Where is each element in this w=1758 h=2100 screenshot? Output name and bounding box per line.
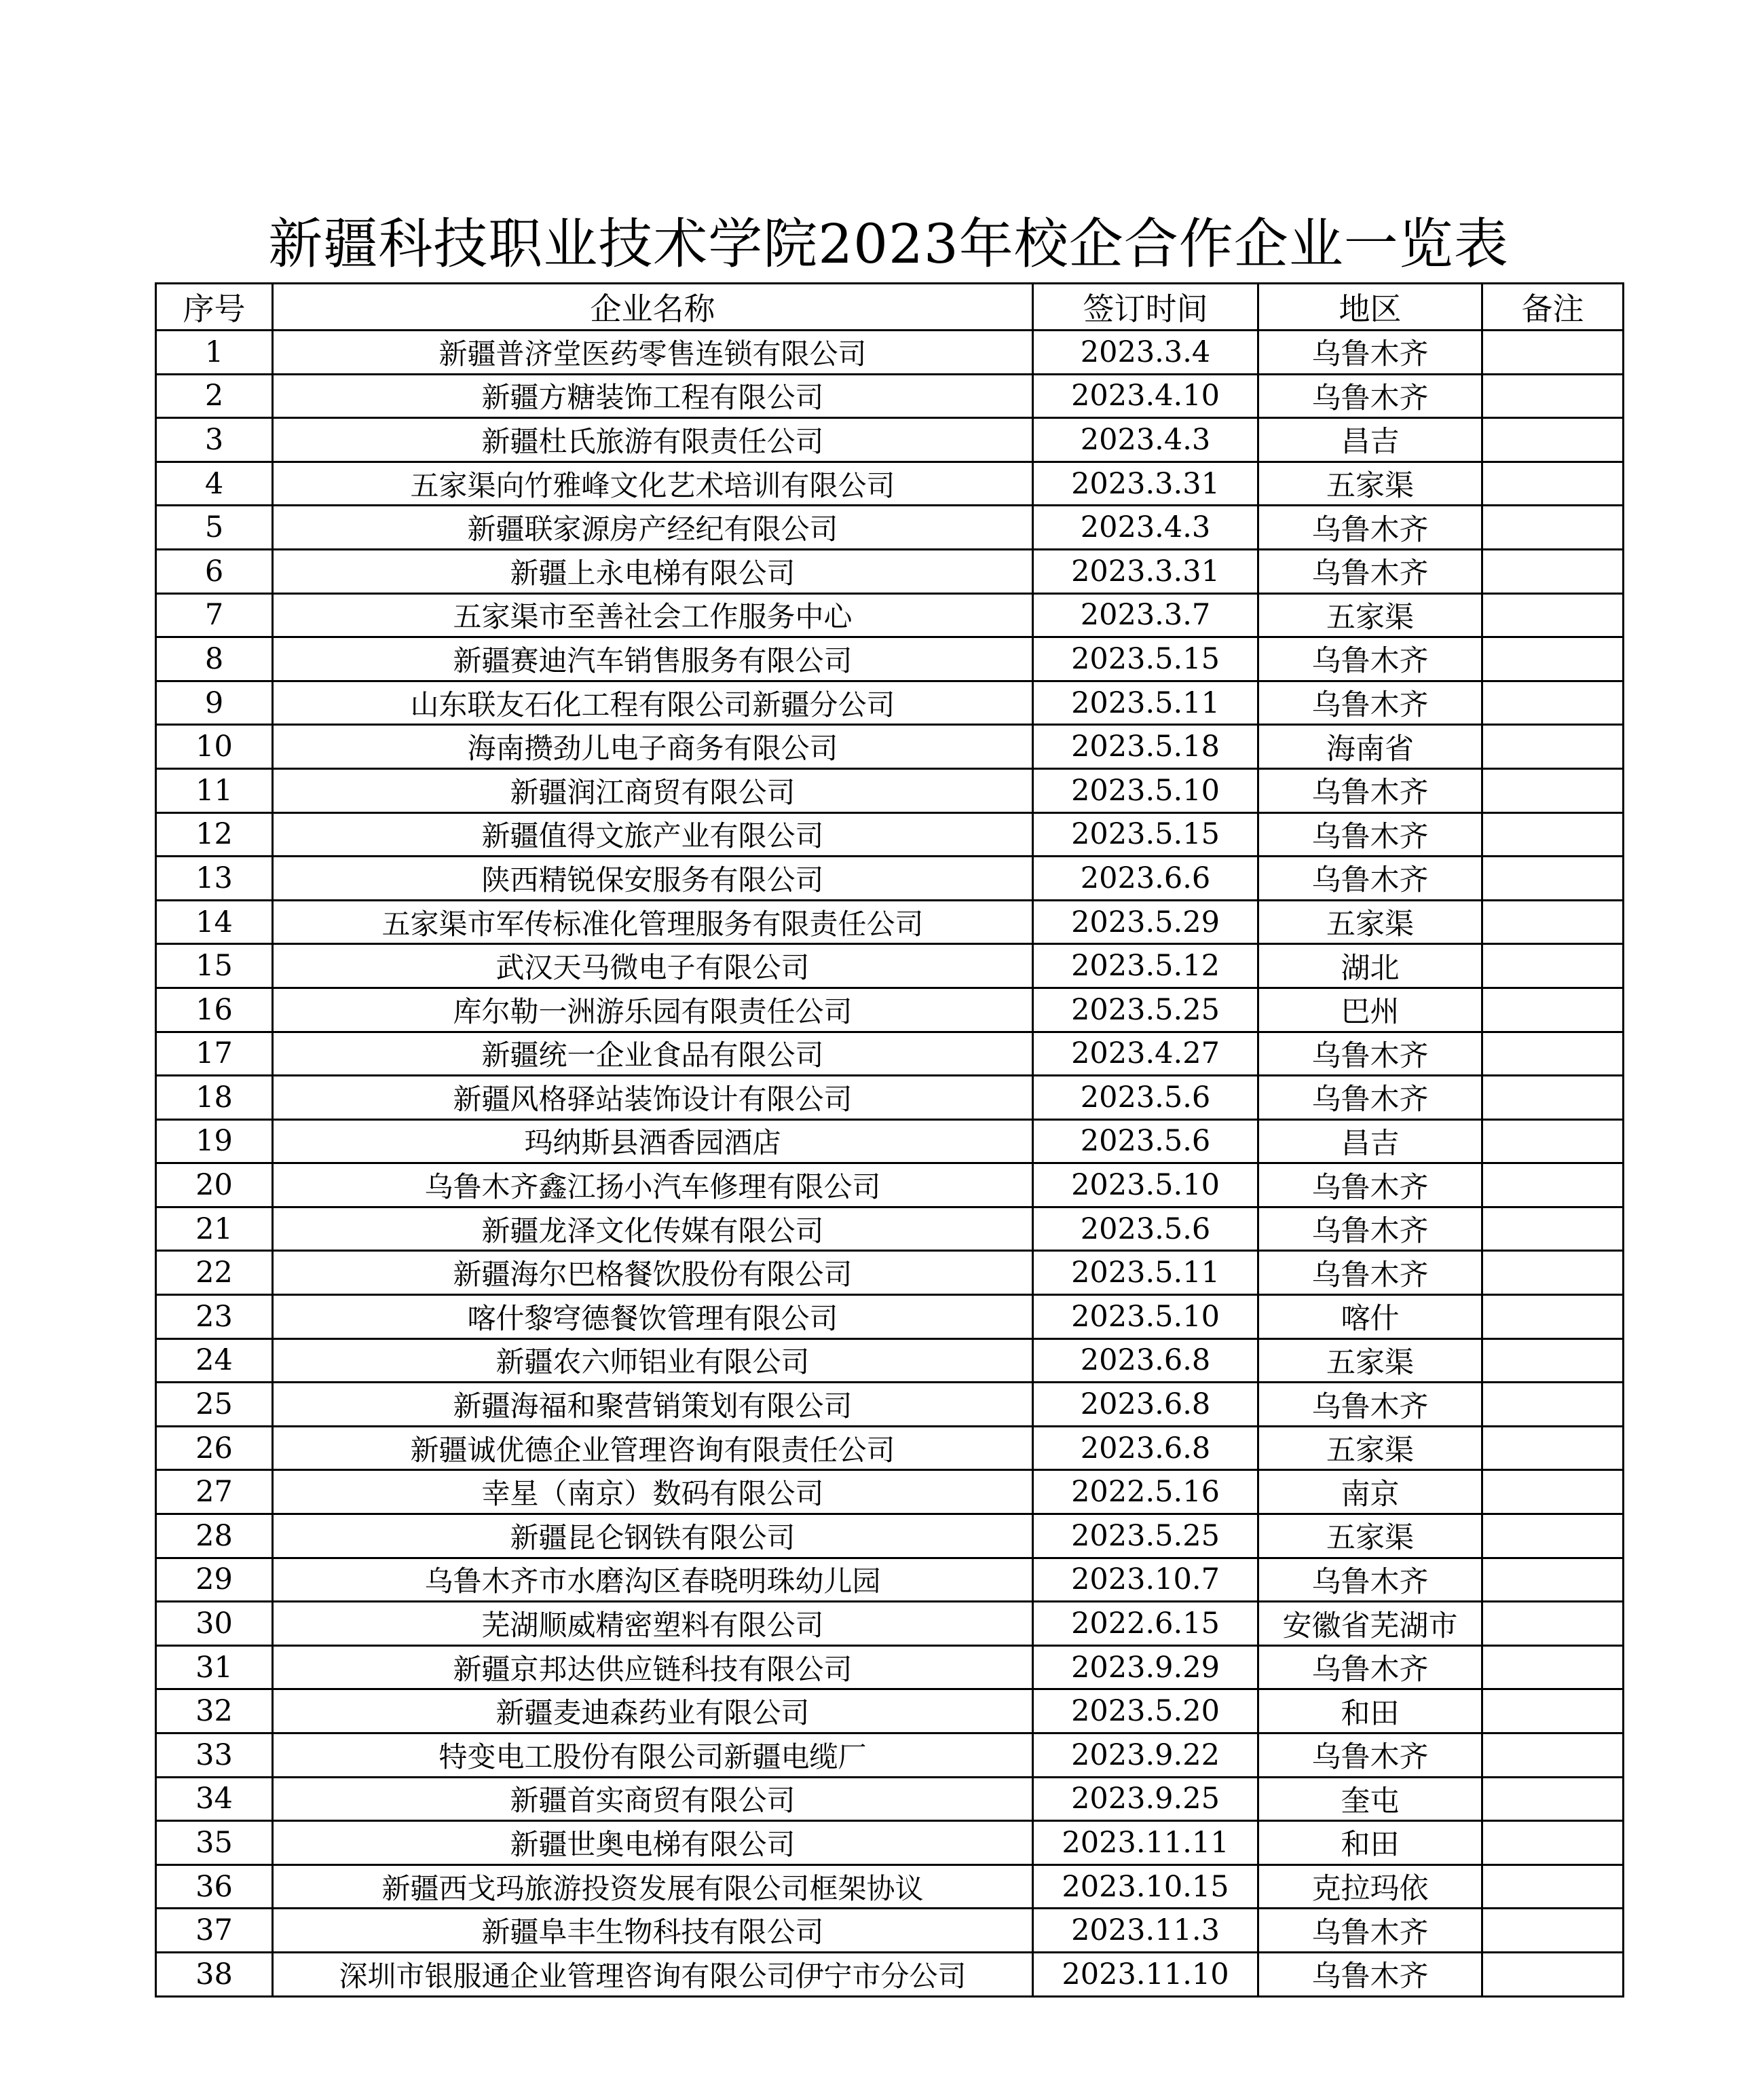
cell-note	[1482, 593, 1624, 637]
table-row	[156, 374, 1624, 418]
cell-date: 2022.6.15	[1033, 1602, 1258, 1646]
cell-seq: 6	[156, 549, 273, 593]
table-row	[156, 988, 1624, 1032]
cell-date: 2023.3.4	[1033, 331, 1258, 375]
cell-note	[1482, 768, 1624, 812]
cell-region: 昌吉	[1258, 418, 1482, 462]
cell-seq: 23	[156, 1295, 273, 1339]
cell-region: 乌鲁木齐	[1258, 1558, 1482, 1602]
cell-region: 安徽省芜湖市	[1258, 1602, 1482, 1646]
table-row	[156, 1558, 1624, 1602]
cell-seq: 17	[156, 1032, 273, 1076]
cell-company: 库尔勒一洲游乐园有限责任公司	[273, 988, 1033, 1032]
cell-seq: 26	[156, 1426, 273, 1470]
table-row	[156, 1645, 1624, 1689]
cell-note	[1482, 1163, 1624, 1207]
cell-region: 和田	[1258, 1689, 1482, 1733]
cell-company: 新疆赛迪汽车销售服务有限公司	[273, 637, 1033, 681]
cell-note	[1482, 1821, 1624, 1865]
cell-company: 新疆昆仑钢铁有限公司	[273, 1514, 1033, 1558]
table-body	[156, 331, 1624, 1997]
cell-date: 2023.5.11	[1033, 1251, 1258, 1295]
cell-note	[1482, 857, 1624, 901]
cell-note	[1482, 331, 1624, 375]
cell-region: 昌吉	[1258, 1119, 1482, 1163]
cell-company: 新疆上永电梯有限公司	[273, 549, 1033, 593]
table-row	[156, 1032, 1624, 1076]
table-row	[156, 1383, 1624, 1427]
cell-date: 2023.5.11	[1033, 681, 1258, 725]
cell-seq: 4	[156, 462, 273, 506]
cell-region: 五家渠	[1258, 593, 1482, 637]
cell-seq: 14	[156, 900, 273, 944]
cell-seq: 12	[156, 812, 273, 857]
cell-seq: 21	[156, 1207, 273, 1251]
cell-seq: 24	[156, 1338, 273, 1383]
cell-date: 2023.5.6	[1033, 1076, 1258, 1120]
cell-note	[1482, 1909, 1624, 1953]
cell-seq: 20	[156, 1163, 273, 1207]
cell-region: 乌鲁木齐	[1258, 1076, 1482, 1120]
cell-date: 2023.5.18	[1033, 725, 1258, 769]
cell-company: 新疆阜丰生物科技有限公司	[273, 1909, 1033, 1953]
table-row	[156, 725, 1624, 769]
cell-note	[1482, 1602, 1624, 1646]
table-row	[156, 637, 1624, 681]
table-row	[156, 1207, 1624, 1251]
cell-company: 五家渠市至善社会工作服务中心	[273, 593, 1033, 637]
cell-region: 乌鲁木齐	[1258, 1645, 1482, 1689]
cell-company: 新疆统一企业食品有限公司	[273, 1032, 1033, 1076]
cell-company: 新疆风格驿站装饰设计有限公司	[273, 1076, 1033, 1120]
cell-note	[1482, 1076, 1624, 1120]
cell-company: 新疆海福和聚营销策划有限公司	[273, 1383, 1033, 1427]
cell-region: 奎屯	[1258, 1777, 1482, 1821]
cell-region: 乌鲁木齐	[1258, 1733, 1482, 1778]
cell-company: 武汉天马微电子有限公司	[273, 944, 1033, 988]
cell-date: 2023.5.12	[1033, 944, 1258, 988]
cell-date: 2023.3.31	[1033, 462, 1258, 506]
cell-date: 2023.4.10	[1033, 374, 1258, 418]
table-row	[156, 1251, 1624, 1295]
cell-region: 五家渠	[1258, 1426, 1482, 1470]
cell-region: 乌鲁木齐	[1258, 1251, 1482, 1295]
table-row	[156, 1076, 1624, 1120]
cell-note	[1482, 725, 1624, 769]
cell-date: 2023.5.15	[1033, 812, 1258, 857]
cell-company: 幸星（南京）数码有限公司	[273, 1470, 1033, 1514]
cell-date: 2023.5.6	[1033, 1119, 1258, 1163]
cell-note	[1482, 549, 1624, 593]
cell-region: 乌鲁木齐	[1258, 857, 1482, 901]
cell-note	[1482, 1514, 1624, 1558]
cell-note	[1482, 1295, 1624, 1339]
cell-seq: 15	[156, 944, 273, 988]
table-row	[156, 1470, 1624, 1514]
cell-seq: 1	[156, 331, 273, 375]
table-row	[156, 1821, 1624, 1865]
cell-date: 2023.10.15	[1033, 1864, 1258, 1909]
cell-company: 新疆诚优德企业管理咨询有限责任公司	[273, 1426, 1033, 1470]
cell-seq: 7	[156, 593, 273, 637]
cell-date: 2023.3.31	[1033, 549, 1258, 593]
cell-company: 新疆杜氏旅游有限责任公司	[273, 418, 1033, 462]
enterprise-table	[155, 282, 1624, 1998]
cell-note	[1482, 637, 1624, 681]
cell-company: 新疆润江商贸有限公司	[273, 768, 1033, 812]
table-row	[156, 1864, 1624, 1909]
cell-region: 和田	[1258, 1821, 1482, 1865]
cell-region: 乌鲁木齐	[1258, 1383, 1482, 1427]
cell-date: 2023.6.8	[1033, 1338, 1258, 1383]
table-row	[156, 944, 1624, 988]
cell-note	[1482, 462, 1624, 506]
cell-region: 五家渠	[1258, 462, 1482, 506]
cell-date: 2023.5.25	[1033, 988, 1258, 1032]
table-row	[156, 1777, 1624, 1821]
cell-seq: 10	[156, 725, 273, 769]
cell-date: 2023.11.11	[1033, 1821, 1258, 1865]
cell-region: 乌鲁木齐	[1258, 506, 1482, 550]
cell-note	[1482, 1864, 1624, 1909]
cell-company: 新疆世奥电梯有限公司	[273, 1821, 1033, 1865]
cell-seq: 36	[156, 1864, 273, 1909]
cell-date: 2023.9.25	[1033, 1777, 1258, 1821]
table-row	[156, 506, 1624, 550]
cell-seq: 29	[156, 1558, 273, 1602]
cell-date: 2023.4.3	[1033, 506, 1258, 550]
cell-seq: 3	[156, 418, 273, 462]
table-row	[156, 768, 1624, 812]
cell-note	[1482, 1777, 1624, 1821]
table-row	[156, 812, 1624, 857]
cell-seq: 35	[156, 1821, 273, 1865]
cell-date: 2022.5.16	[1033, 1470, 1258, 1514]
cell-note	[1482, 988, 1624, 1032]
cell-company: 特变电工股份有限公司新疆电缆厂	[273, 1733, 1033, 1778]
cell-note	[1482, 1952, 1624, 1996]
cell-seq: 22	[156, 1251, 273, 1295]
table-row	[156, 1426, 1624, 1470]
cell-company: 新疆方糖装饰工程有限公司	[273, 374, 1033, 418]
cell-seq: 8	[156, 637, 273, 681]
cell-date: 2023.5.10	[1033, 1295, 1258, 1339]
cell-note	[1482, 1338, 1624, 1383]
cell-date: 2023.6.8	[1033, 1383, 1258, 1427]
cell-region: 克拉玛依	[1258, 1864, 1482, 1909]
cell-date: 2023.5.25	[1033, 1514, 1258, 1558]
cell-region: 乌鲁木齐	[1258, 768, 1482, 812]
cell-seq: 37	[156, 1909, 273, 1953]
cell-region: 湖北	[1258, 944, 1482, 988]
cell-date: 2023.3.7	[1033, 593, 1258, 637]
cell-date: 2023.5.20	[1033, 1689, 1258, 1733]
cell-note	[1482, 1645, 1624, 1689]
cell-seq: 33	[156, 1733, 273, 1778]
cell-note	[1482, 374, 1624, 418]
cell-seq: 25	[156, 1383, 273, 1427]
cell-note	[1482, 812, 1624, 857]
cell-seq: 5	[156, 506, 273, 550]
header-date: 签订时间	[1033, 284, 1258, 331]
cell-seq: 2	[156, 374, 273, 418]
cell-note	[1482, 1733, 1624, 1778]
cell-date: 2023.5.6	[1033, 1207, 1258, 1251]
cell-company: 新疆普济堂医药零售连锁有限公司	[273, 331, 1033, 375]
cell-note	[1482, 900, 1624, 944]
cell-company: 乌鲁木齐鑫江扬小汽车修理有限公司	[273, 1163, 1033, 1207]
cell-note	[1482, 1032, 1624, 1076]
cell-region: 乌鲁木齐	[1258, 681, 1482, 725]
cell-date: 2023.5.29	[1033, 900, 1258, 944]
cell-seq: 30	[156, 1602, 273, 1646]
table-row	[156, 593, 1624, 637]
cell-seq: 38	[156, 1952, 273, 1996]
cell-note	[1482, 1383, 1624, 1427]
table-row	[156, 1909, 1624, 1953]
table-row	[156, 1338, 1624, 1383]
cell-date: 2023.11.10	[1033, 1952, 1258, 1996]
cell-region: 巴州	[1258, 988, 1482, 1032]
cell-company: 新疆京邦达供应链科技有限公司	[273, 1645, 1033, 1689]
cell-region: 乌鲁木齐	[1258, 1163, 1482, 1207]
table-row	[156, 418, 1624, 462]
cell-date: 2023.4.27	[1033, 1032, 1258, 1076]
cell-company: 新疆龙泽文化传媒有限公司	[273, 1207, 1033, 1251]
cell-company: 五家渠向竹雅峰文化艺术培训有限公司	[273, 462, 1033, 506]
cell-company: 芜湖顺威精密塑料有限公司	[273, 1602, 1033, 1646]
header-company: 企业名称	[273, 284, 1033, 331]
cell-company: 海南攒劲儿电子商务有限公司	[273, 725, 1033, 769]
header-seq: 序号	[156, 284, 273, 331]
cell-company: 深圳市银服通企业管理咨询有限公司伊宁市分公司	[273, 1952, 1033, 1996]
cell-date: 2023.5.10	[1033, 768, 1258, 812]
cell-note	[1482, 1558, 1624, 1602]
cell-company: 乌鲁木齐市水磨沟区春晓明珠幼儿园	[273, 1558, 1033, 1602]
cell-date: 2023.10.7	[1033, 1558, 1258, 1602]
cell-date: 2023.9.29	[1033, 1645, 1258, 1689]
cell-region: 乌鲁木齐	[1258, 1952, 1482, 1996]
table-row	[156, 1689, 1624, 1733]
cell-date: 2023.9.22	[1033, 1733, 1258, 1778]
cell-company: 山东联友石化工程有限公司新疆分公司	[273, 681, 1033, 725]
table-row	[156, 1514, 1624, 1558]
cell-company: 新疆麦迪森药业有限公司	[273, 1689, 1033, 1733]
cell-seq: 34	[156, 1777, 273, 1821]
cell-seq: 9	[156, 681, 273, 725]
cell-company: 新疆联家源房产经纪有限公司	[273, 506, 1033, 550]
cell-region: 喀什	[1258, 1295, 1482, 1339]
table-row	[156, 331, 1624, 375]
table-row	[156, 549, 1624, 593]
cell-company: 五家渠市军传标准化管理服务有限责任公司	[273, 900, 1033, 944]
cell-seq: 28	[156, 1514, 273, 1558]
table-row	[156, 1163, 1624, 1207]
cell-company: 陕西精锐保安服务有限公司	[273, 857, 1033, 901]
cell-company: 玛纳斯县酒香园酒店	[273, 1119, 1033, 1163]
cell-region: 乌鲁木齐	[1258, 1032, 1482, 1076]
header-note: 备注	[1482, 284, 1624, 331]
cell-date: 2023.6.8	[1033, 1426, 1258, 1470]
cell-company: 新疆西戈玛旅游投资发展有限公司框架协议	[273, 1864, 1033, 1909]
cell-region: 海南省	[1258, 725, 1482, 769]
cell-region: 乌鲁木齐	[1258, 331, 1482, 375]
cell-date: 2023.6.6	[1033, 857, 1258, 901]
cell-region: 乌鲁木齐	[1258, 549, 1482, 593]
table-row	[156, 681, 1624, 725]
cell-seq: 16	[156, 988, 273, 1032]
cell-region: 乌鲁木齐	[1258, 637, 1482, 681]
cell-region: 乌鲁木齐	[1258, 812, 1482, 857]
cell-company: 新疆值得文旅产业有限公司	[273, 812, 1033, 857]
cell-company: 喀什黎穹德餐饮管理有限公司	[273, 1295, 1033, 1339]
cell-note	[1482, 418, 1624, 462]
cell-seq: 18	[156, 1076, 273, 1120]
table-row	[156, 857, 1624, 901]
cell-company: 新疆农六师铝业有限公司	[273, 1338, 1033, 1383]
cell-region: 乌鲁木齐	[1258, 1909, 1482, 1953]
cell-date: 2023.11.3	[1033, 1909, 1258, 1953]
cell-seq: 11	[156, 768, 273, 812]
table-row	[156, 1733, 1624, 1778]
cell-company: 新疆首实商贸有限公司	[273, 1777, 1033, 1821]
cell-seq: 32	[156, 1689, 273, 1733]
cell-note	[1482, 944, 1624, 988]
cell-region: 五家渠	[1258, 1514, 1482, 1558]
cell-note	[1482, 1470, 1624, 1514]
cell-note	[1482, 1119, 1624, 1163]
cell-date: 2023.5.15	[1033, 637, 1258, 681]
table-row	[156, 1119, 1624, 1163]
cell-note	[1482, 1207, 1624, 1251]
table-row	[156, 1952, 1624, 1996]
cell-region: 五家渠	[1258, 1338, 1482, 1383]
cell-note	[1482, 1689, 1624, 1733]
table-row	[156, 1602, 1624, 1646]
cell-region: 乌鲁木齐	[1258, 374, 1482, 418]
cell-seq: 13	[156, 857, 273, 901]
table-row	[156, 462, 1624, 506]
cell-seq: 31	[156, 1645, 273, 1689]
cell-note	[1482, 681, 1624, 725]
cell-note	[1482, 1251, 1624, 1295]
header-region: 地区	[1258, 284, 1482, 331]
cell-date: 2023.5.10	[1033, 1163, 1258, 1207]
cell-region: 乌鲁木齐	[1258, 1207, 1482, 1251]
cell-date: 2023.4.3	[1033, 418, 1258, 462]
table-row	[156, 900, 1624, 944]
cell-seq: 27	[156, 1470, 273, 1514]
table-row	[156, 1295, 1624, 1339]
cell-company: 新疆海尔巴格餐饮股份有限公司	[273, 1251, 1033, 1295]
cell-note	[1482, 1426, 1624, 1470]
cell-note	[1482, 506, 1624, 550]
table-header-row	[156, 284, 1624, 331]
cell-region: 南京	[1258, 1470, 1482, 1514]
cell-seq: 19	[156, 1119, 273, 1163]
page-title: 新疆科技职业技术学院2023年校企合作企业一览表	[268, 212, 1509, 276]
cell-region: 五家渠	[1258, 900, 1482, 944]
